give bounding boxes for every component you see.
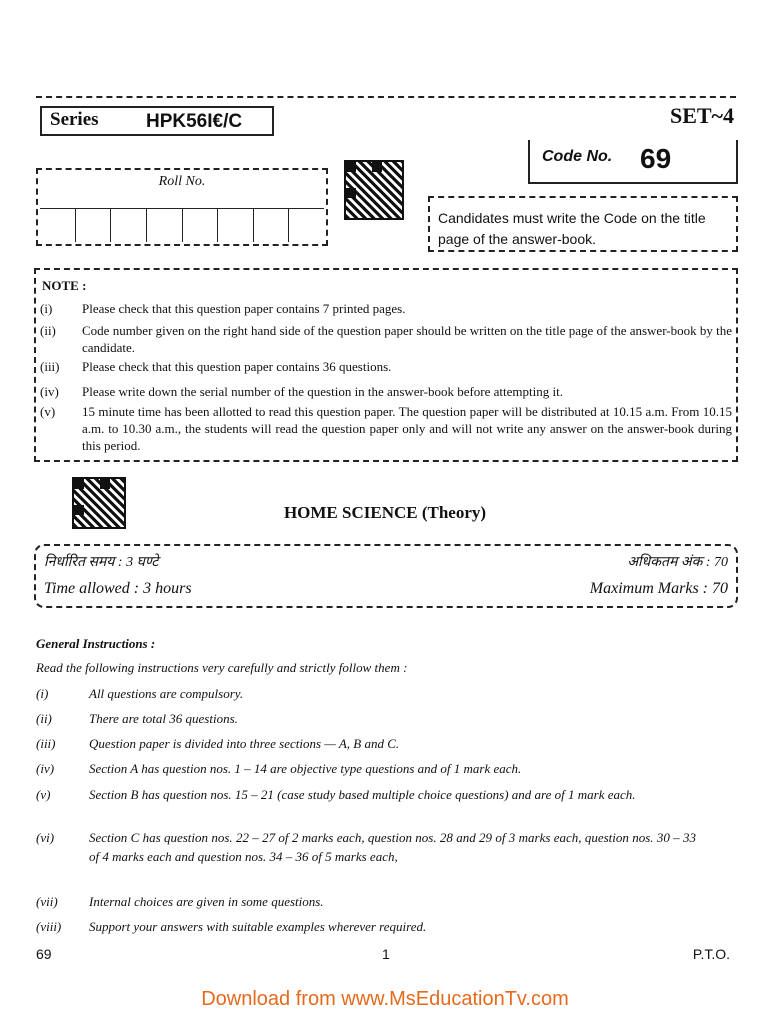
note-num: (ii): [40, 323, 56, 338]
candidate-note-box: [428, 196, 738, 252]
instruction-num: (iv): [36, 761, 55, 776]
note-text: Please check that this question paper contains 7 printed pages.: [82, 301, 406, 316]
note-text: Code number given on the right hand side of the question paper should be written on the title page of the answer-book by the candidate.: [82, 323, 732, 355]
note-text: Please write down the serial number of the question in the answer-book before attempting it.: [82, 384, 563, 399]
time-allowed: Time allowed : 3 hours: [44, 580, 192, 597]
instruction-item: [36, 684, 696, 703]
instruction-num: (v): [36, 787, 51, 802]
note-item: [40, 322, 732, 356]
instruction-item: [36, 892, 696, 911]
note-num: (iii): [40, 359, 60, 374]
instruction-num: (vii): [36, 894, 58, 909]
note-text: 15 minute time has been allotted to read this question paper. The question paper will be distributed at 10.15 a.m. From 10.15 a.m. to 10.30 a.m., the students will read the question paper only and will not write any answer on the answer-book during this period.: [82, 404, 732, 453]
general-instructions-intro: Read the following instructions very carefully and strictly follow them :: [36, 660, 408, 675]
general-instructions-title: General Instructions :: [36, 636, 156, 651]
note-title: NOTE :: [42, 278, 87, 293]
paper-title: HOME SCIENCE (Theory): [283, 503, 487, 522]
roll-label: Roll No.: [158, 174, 206, 189]
page-number: 1: [382, 946, 390, 962]
note-num: (v): [40, 404, 56, 419]
top-divider: [36, 96, 736, 98]
instruction-item: [36, 734, 696, 753]
time-marks-box: [34, 544, 738, 608]
footer-code: 69: [36, 946, 52, 962]
series-box: [40, 106, 274, 136]
max-marks: Maximum Marks : 70: [589, 580, 728, 597]
hindi-marks: अधिकतम अंक : 70: [627, 555, 728, 570]
roll-cells: [40, 208, 324, 242]
instruction-text: Question paper is divided into three sections — A, B and C.: [89, 736, 400, 751]
hindi-row: [44, 552, 728, 571]
english-row: [44, 580, 728, 598]
instruction-text: Internal choices are given in some questions.: [89, 894, 324, 909]
note-num: (iv): [40, 384, 59, 399]
code-label: Code No.: [542, 148, 613, 165]
note-item: [40, 358, 732, 375]
instruction-item: [36, 785, 696, 804]
instruction-text: All questions are compulsory.: [89, 686, 244, 701]
note-item: [40, 383, 732, 400]
instruction-text: Section B has question nos. 15 – 21 (case study based multiple choice questions) and are of 1 mark each.: [89, 787, 636, 802]
instruction-item: [36, 828, 696, 866]
instruction-text: There are total 36 questions.: [89, 711, 238, 726]
instruction-num: (i): [36, 686, 49, 701]
code-box: [528, 140, 738, 184]
instruction-text: Section A has question nos. 1 – 14 are objective type questions and of 1 mark each.: [89, 761, 522, 776]
note-num: (i): [40, 301, 53, 316]
qr-code-icon: [344, 160, 404, 220]
instruction-num: (viii): [36, 919, 62, 934]
instruction-item: [36, 759, 696, 778]
pto-label: P.T.O.: [692, 946, 730, 962]
code-value: 69: [640, 143, 672, 174]
download-link[interactable]: Download from www.MsEducationTv.com: [201, 988, 569, 1010]
series-value: HPK56I€/C: [146, 111, 243, 132]
roll-number-box: [36, 168, 328, 246]
instruction-num: (iii): [36, 736, 56, 751]
note-text: Please check that this question paper contains 36 questions.: [82, 359, 392, 374]
set-label: SET~4: [669, 103, 734, 128]
note-item: [40, 300, 732, 317]
instruction-text: Support your answers with suitable examples wherever required.: [89, 919, 427, 934]
note-box: [34, 268, 738, 462]
series-label: Series: [50, 109, 99, 130]
instruction-item: [36, 917, 696, 936]
instruction-num: (ii): [36, 711, 52, 726]
note-item: [40, 403, 732, 454]
instruction-num: (vi): [36, 830, 55, 845]
instruction-item: [36, 709, 696, 728]
candidate-note: Candidates must write the Code on the title page of the answer-book.: [438, 210, 706, 247]
instruction-text: Section C has question nos. 22 – 27 of 2 marks each, question nos. 28 and 29 of 3 marks each, question nos. 30 – 33 of 4 marks each and question nos. 34 – 36 of 5 marks each,: [89, 830, 696, 864]
hindi-time: निर्धारित समय : 3 घण्टे: [44, 555, 159, 570]
